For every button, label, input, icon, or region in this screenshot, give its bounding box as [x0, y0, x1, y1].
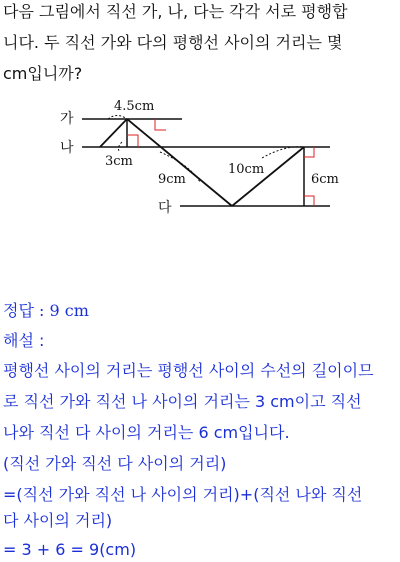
explanation-line-3: 나와 직선 다 사이의 거리는 6 cm입니다.	[3, 423, 290, 442]
explanation-line-6: 다 사이의 거리)	[3, 511, 113, 530]
label-na: 나	[60, 140, 74, 156]
explanation-line-7: = 3 + 6 = 9(cm)	[3, 540, 137, 559]
parallel-lines-figure	[0, 90, 400, 290]
explanation-line-1: 평행선 사이의 거리는 평행선 사이의 수선의 길이이므	[3, 361, 374, 380]
question-line-1: 다음 그림에서 직선 가, 나, 다는 각각 서로 평행합	[3, 2, 348, 21]
length-4-5cm: 4.5cm	[114, 99, 155, 114]
right-angle-mark-3	[304, 147, 314, 157]
right-angle-mark-1	[155, 119, 166, 130]
explanation-line-2: 로 직선 가와 직선 나 사이의 거리는 3 cm이고 직선	[3, 392, 362, 411]
label-da: 다	[158, 200, 172, 216]
question-line-3: cm입니까?	[3, 64, 83, 83]
question-line-2: 니다. 두 직선 가와 다의 평행선 사이의 거리는 몇	[3, 33, 343, 52]
segment-left-diag	[100, 119, 127, 147]
right-angle-mark-4	[304, 196, 314, 206]
answer-text: 정답 : 9 cm	[3, 301, 89, 320]
length-6cm: 6cm	[311, 172, 339, 187]
right-angle-mark-2	[127, 135, 138, 147]
length-9cm: 9cm	[158, 172, 186, 187]
explanation-line-5: =(직선 가와 직선 나 사이의 거리)+(직선 나와 직선	[3, 485, 363, 504]
length-3cm: 3cm	[105, 154, 133, 169]
label-ga: 가	[60, 111, 74, 127]
explanation-line-4: (직선 가와 직선 다 사이의 거리)	[3, 454, 227, 473]
explanation-heading: 해설 :	[3, 331, 45, 350]
length-10cm: 10cm	[228, 162, 265, 177]
